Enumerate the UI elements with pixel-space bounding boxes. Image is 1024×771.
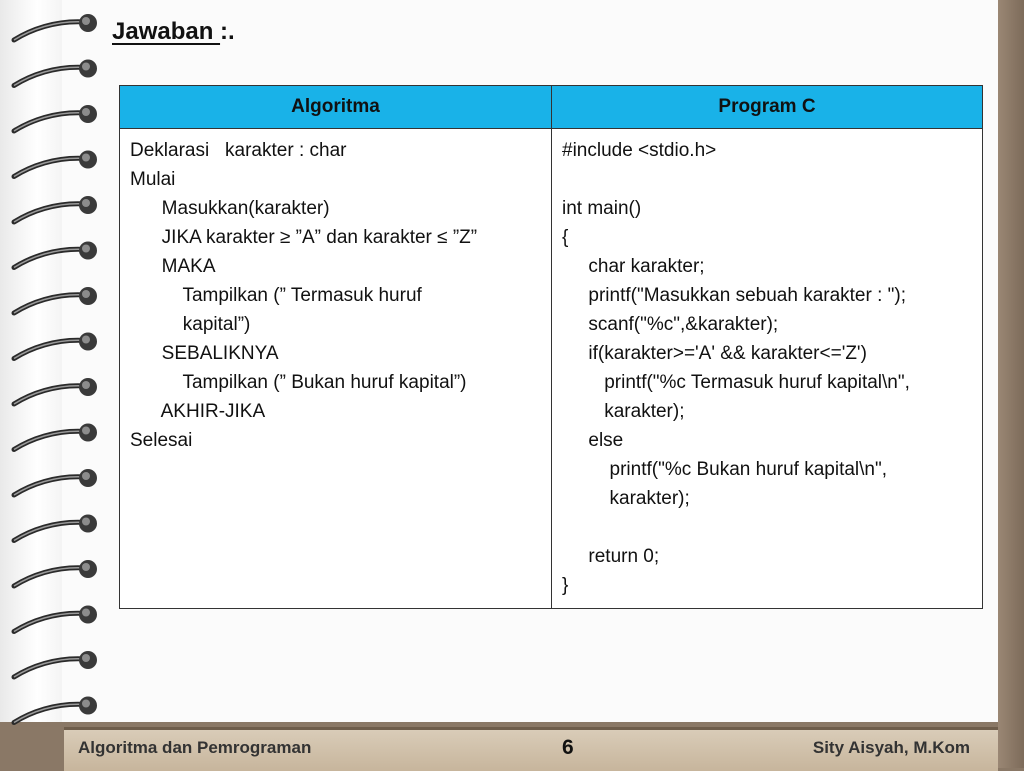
code-line: #include <stdio.h> — [562, 140, 717, 161]
code-line: printf("%c Bukan huruf kapital\n", — [562, 459, 888, 480]
code-line: return 0; — [562, 546, 660, 567]
binding-ring — [14, 560, 97, 586]
page-edge — [998, 0, 1024, 768]
table-row — [120, 129, 983, 609]
code-line: { — [562, 227, 569, 248]
program-cell — [552, 129, 983, 609]
comparison-table — [119, 85, 983, 609]
binding-ring — [14, 651, 97, 677]
table-header-row — [120, 86, 983, 129]
binding-ring — [14, 14, 97, 40]
title-suffix: :. — [220, 18, 235, 45]
code-line: else — [562, 430, 624, 451]
code-line: karakter); — [562, 401, 685, 422]
algorithm-cell — [120, 129, 552, 609]
binding-ring — [14, 378, 97, 404]
algorithm-line: Deklarasi karakter : char — [130, 140, 347, 161]
algorithm-line: Tampilkan (” Termasuk huruf — [130, 285, 422, 306]
algorithm-line: kapital”) — [130, 314, 251, 335]
algorithm-line: MAKA — [130, 256, 216, 277]
algorithm-line: AKHIR-JIKA — [130, 401, 266, 422]
binding-ring — [14, 242, 97, 268]
code-line: printf("%c Termasuk huruf kapital\n", — [562, 372, 910, 393]
binding-ring — [14, 105, 97, 131]
binding-ring — [14, 424, 97, 450]
binding-ring — [14, 515, 97, 541]
algorithm-line: Tampilkan (” Bukan huruf kapital”) — [130, 372, 467, 393]
header-algoritma: Algoritma — [120, 86, 552, 129]
algorithm-line: Selesai — [130, 430, 193, 451]
algorithm-line: Masukkan(karakter) — [130, 198, 330, 219]
spiral-binding-icon — [0, 0, 110, 740]
code-line — [562, 165, 972, 194]
code-line: if(karakter>='A' && karakter<='Z') — [562, 343, 867, 364]
binding-ring — [14, 60, 97, 86]
binding-ring — [14, 697, 97, 723]
algorithm-line: Mulai — [130, 169, 176, 190]
code-line: int main() — [562, 198, 642, 219]
header-program-c: Program C — [552, 86, 983, 129]
title-underlined: Jawaban — [112, 18, 221, 45]
slide-title — [112, 18, 235, 46]
binding-ring — [14, 151, 97, 177]
code-line: char karakter; — [562, 256, 705, 277]
algorithm-line: SEBALIKNYA — [130, 343, 279, 364]
binding-ring — [14, 606, 97, 632]
code-line — [562, 513, 972, 542]
page-number: 6 — [562, 736, 574, 759]
code-line: karakter); — [562, 488, 690, 509]
binding-ring — [14, 196, 97, 222]
code-line: printf("Masukkan sebuah karakter : "); — [562, 285, 907, 306]
footer-author: Sity Aisyah, M.Kom — [812, 738, 970, 757]
algorithm-line: JIKA karakter ≥ ”A” dan karakter ≤ ”Z” — [130, 227, 478, 248]
binding-ring — [14, 333, 97, 359]
code-line: } — [562, 575, 569, 596]
footer-bar — [64, 727, 998, 771]
binding-ring — [14, 287, 97, 313]
binding-ring — [14, 469, 97, 495]
footer-course: Algoritma dan Pemrograman — [78, 738, 312, 757]
code-line: scanf("%c",&karakter); — [562, 314, 779, 335]
